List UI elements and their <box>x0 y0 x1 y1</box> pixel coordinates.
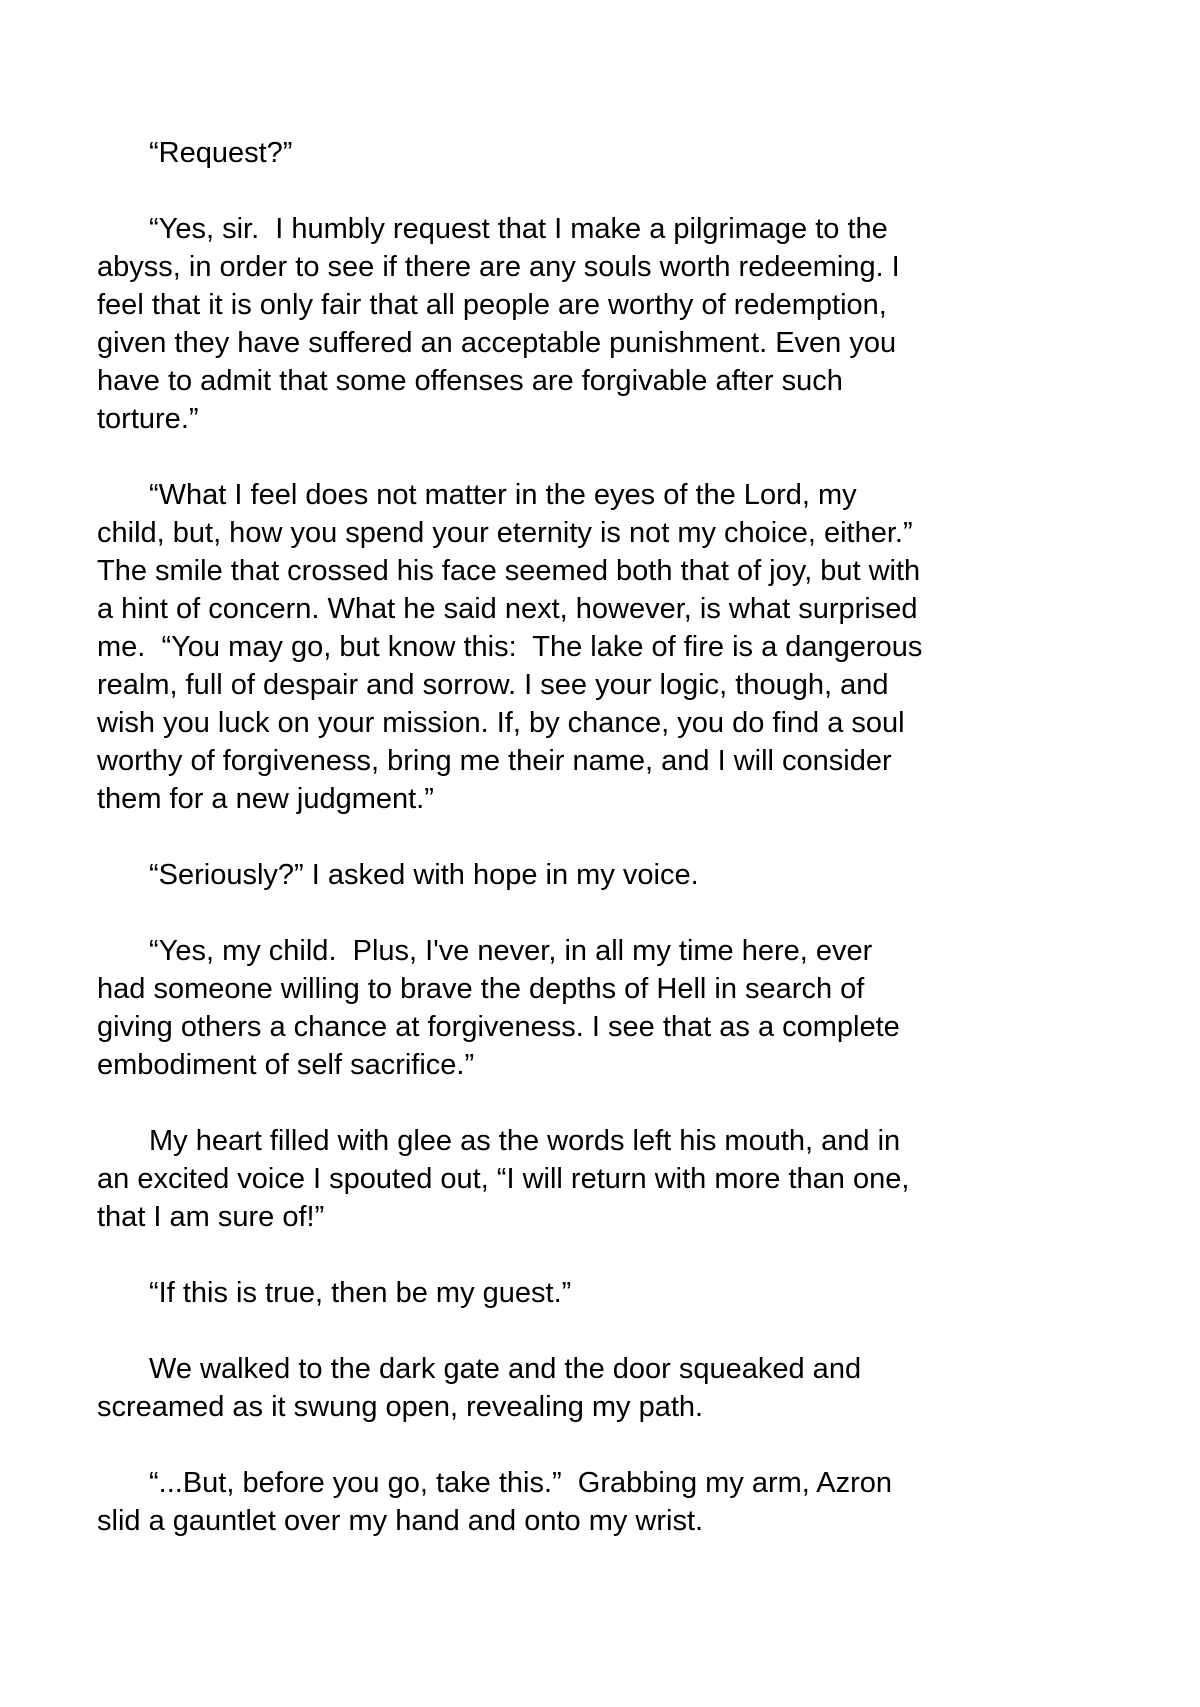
text-line: that I am sure of!” <box>97 1201 325 1233</box>
text-line: abyss, in order to see if there are any souls worth redeeming. I <box>97 251 900 283</box>
paragraph <box>97 1274 1120 1312</box>
text-line: giving others a chance at forgiveness. I see that as a complete <box>97 1011 900 1043</box>
text-line: “Yes, sir. I humbly request that I make a pilgrimage to the <box>149 213 888 245</box>
text-line: given they have suffered an acceptable punishment. Even you <box>97 327 897 359</box>
text-line: We walked to the dark gate and the door squeaked and <box>149 1353 862 1385</box>
text-line: feel that it is only fair that all people are worthy of redemption, <box>97 289 887 321</box>
text-line: a hint of concern. What he said next, however, is what surprised <box>97 593 918 625</box>
text-line: an excited voice I spouted out, “I will return with more than one, <box>97 1163 910 1195</box>
paragraph <box>97 134 1120 172</box>
text-line: slid a gauntlet over my hand and onto my wrist. <box>97 1505 704 1537</box>
text-line: have to admit that some offenses are forgivable after such <box>97 365 843 397</box>
text-line: embodiment of self sacrifice.” <box>97 1049 475 1081</box>
text-line: child, but, how you spend your eternity is not my choice, either.” <box>97 517 913 549</box>
paragraph <box>97 1350 1120 1426</box>
document-body <box>97 134 1120 1540</box>
text-line: them for a new judgment.” <box>97 783 434 815</box>
paragraph <box>97 1122 1120 1236</box>
text-line: screamed as it swung open, revealing my path. <box>97 1391 704 1423</box>
text-line: realm, full of despair and sorrow. I see your logic, though, and <box>97 669 889 701</box>
text-line: The smile that crossed his face seemed both that of joy, but with <box>97 555 921 587</box>
paragraph <box>97 210 1120 438</box>
paragraph <box>97 856 1120 894</box>
paragraph <box>97 932 1120 1084</box>
text-line: “Seriously?” I asked with hope in my voice. <box>149 859 699 891</box>
text-line: My heart filled with glee as the words left his mouth, and in <box>149 1125 901 1157</box>
text-line: “Yes, my child. Plus, I've never, in all my time here, ever <box>149 935 873 967</box>
text-line: worthy of forgiveness, bring me their name, and I will consider <box>97 745 892 777</box>
text-line: “Request?” <box>149 137 293 169</box>
text-line: had someone willing to brave the depths of Hell in search of <box>97 973 865 1005</box>
paragraph <box>97 476 1120 818</box>
text-line: wish you luck on your mission. If, by chance, you do find a soul <box>97 707 905 739</box>
text-line: torture.” <box>97 403 199 435</box>
text-line: “If this is true, then be my guest.” <box>149 1277 572 1309</box>
paragraph <box>97 1464 1120 1540</box>
text-line: “...But, before you go, take this.” Grabbing my arm, Azron <box>149 1467 893 1499</box>
text-line: “What I feel does not matter in the eyes of the Lord, my <box>149 479 857 511</box>
text-line: me. “You may go, but know this: The lake of fire is a dangerous <box>97 631 923 663</box>
